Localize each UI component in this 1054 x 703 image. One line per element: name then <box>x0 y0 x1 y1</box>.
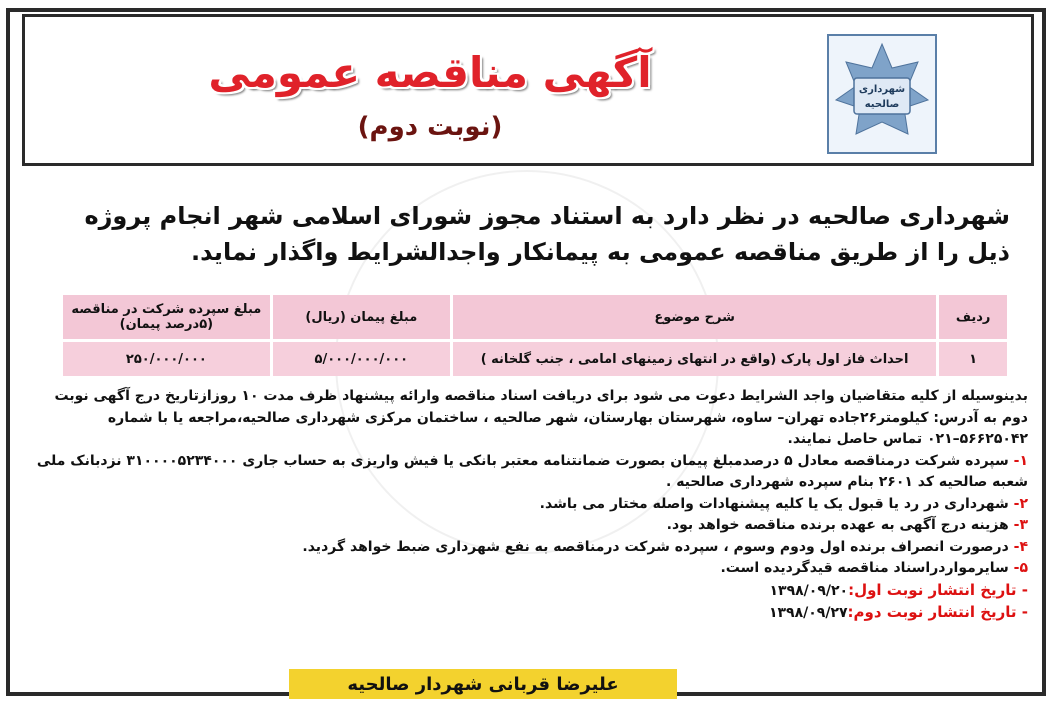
date-label: - تاریخ انتشار نوبت دوم: <box>847 603 1028 621</box>
body-text <box>28 386 1028 625</box>
date-label: - تاریخ انتشار نوبت اول: <box>848 580 1028 599</box>
col-header-description: شرح موضوع <box>453 295 936 339</box>
logo-star-icon <box>830 38 934 150</box>
tender-table <box>60 292 1010 379</box>
logo-text-line1: شهرداری <box>858 84 906 95</box>
item-text: شهرداری در رد یا قبول یک یا کلیه پیشنهادات واصله مختار می باشد. <box>539 495 1009 512</box>
table-row <box>63 342 1007 376</box>
item-number: ۳- <box>1013 517 1028 533</box>
signature-bar: علیرضا قربانی شهردار صالحیه <box>289 669 677 699</box>
table-header-row <box>63 295 1007 339</box>
intro-paragraph: شهرداری صالحیه در نظر دارد به استناد مجوز شورای اسلامی شهر انجام پروژه ذیل را از طریق مناقصه عمومی به پیمانکار واجدالشرایط واگذار نماید. <box>84 202 1010 266</box>
cell-description: احداث فاز اول پارک (واقع در انتهای زمینهای امامی ، جنب گلخانه ) <box>453 342 936 376</box>
list-item <box>28 537 1028 559</box>
item-number: ۲- <box>1013 495 1028 512</box>
item-number: ۱- <box>1013 452 1028 469</box>
list-item <box>28 451 1028 494</box>
list-item <box>28 515 1028 537</box>
item-number: ۴- <box>1013 538 1028 555</box>
municipality-logo <box>827 34 937 154</box>
ad-title: آگهی مناقصه عمومی <box>208 48 652 97</box>
cell-deposit-amount: ۲۵۰/۰۰۰/۰۰۰ <box>63 342 270 376</box>
item-number: ۵- <box>1013 560 1028 576</box>
logo-text-line2: صالحیه <box>864 99 900 110</box>
first-publish-date <box>28 580 1028 603</box>
item-text: هزینه درج آگهی به عهده برنده مناقصه خواهد بود. <box>666 517 1009 533</box>
col-header-contract-amount: مبلغ پیمان (ریال) <box>273 295 450 339</box>
date-value: ۱۳۹۸/۰۹/۲۰ <box>769 582 849 599</box>
date-value: ۱۳۹۸/۰۹/۲۷ <box>768 605 848 621</box>
main-paragraph: بدینوسیله از کلیه متقاضیان واجد الشرایط دعوت می شود برای دریافت اسناد مناقصه وارائه پیشنهاد ظرف مدت ۱۰ روزازتاریخ درج آگهی نوبت دوم به آدرس: کیلومتر۲۶جاده تهران– ساوه، شهرستان بهارستان، شهر صالحیه ، ساختمان مرکزی شهرداری صالحیه،مراجعه یا با شماره ۵۶۶۲۵۰۴۲–۰۲۱ تماس حاصل نمایند. <box>54 388 1028 447</box>
ad-subtitle: (نوبت دوم) <box>357 112 503 142</box>
item-text: درصورت انصراف برنده اول ودوم وسوم ، سپرده شرکت درمناقصه به نفع شهرداری ضبط خواهد گردید. <box>302 538 1009 555</box>
list-item <box>28 558 1028 580</box>
list-item <box>28 494 1028 516</box>
item-text: سایرمواردراسناد مناقصه قیدگردیده است. <box>720 560 1009 576</box>
col-header-row-number: ردیف <box>939 295 1007 339</box>
col-header-deposit-amount: مبلغ سپرده شرکت در مناقصه (۵درصد پیمان) <box>63 295 270 339</box>
cell-contract-amount: ۵/۰۰۰/۰۰۰/۰۰۰ <box>273 342 450 376</box>
second-publish-date <box>28 602 1028 625</box>
item-text: سپرده شرکت درمناقصه معادل ۵ درصدمبلغ پیمان بصورت ضمانتنامه معتبر بانکی یا فیش واریزی به حساب جاری ۳۱۰۰۰۰۵۲۳۴۰۰۰ نزدبانک ملی شعبه صالحیه کد ۲۶۰۱ بنام سپرده شهرداری صالحیه . <box>36 452 1028 490</box>
cell-row-number: ۱ <box>939 342 1007 376</box>
